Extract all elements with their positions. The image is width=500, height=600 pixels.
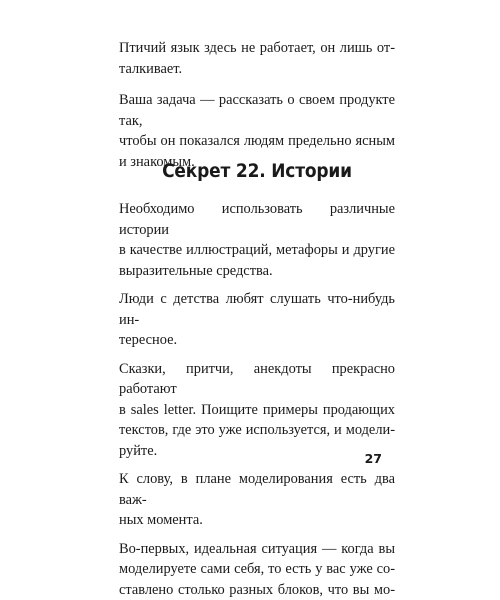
text-line: выразительные средства. [119, 261, 395, 282]
text-line: моделируете сами себя, то есть у вас уже со- [119, 559, 395, 580]
text-line: Во-первых, идеальная ситуация — когда вы [119, 539, 395, 560]
text-line: Сказки, притчи, анекдоты прекрасно работают [119, 359, 395, 400]
text-line: тересное. [119, 330, 395, 351]
text-line: Ваша задача — рассказать о своем продукте так, [119, 90, 395, 131]
paragraph [119, 469, 395, 531]
text-line: текстов, где это уже используется, и модели- [119, 420, 395, 441]
text-line: Птичий язык здесь не работает, он лишь от- [119, 38, 395, 59]
text-line: и знакомым. [119, 152, 395, 173]
page-number: 27 [365, 452, 382, 466]
text-line: Необходимо использовать различные истории [119, 199, 395, 240]
paragraph [119, 539, 395, 600]
paragraph [119, 359, 395, 462]
paragraph [119, 38, 395, 79]
text-line: в sales letter. Поищите примеры продающих [119, 400, 395, 421]
paragraph [119, 289, 395, 351]
section-title: Секрет 22. Истории [130, 160, 384, 184]
text-line: в качестве иллюстраций, метафоры и другие [119, 240, 395, 261]
text-line: руйте. [119, 441, 395, 462]
text-line: К слову, в плане моделирования есть два важ- [119, 469, 395, 510]
text-line: ставлено столько разных блоков, что вы мо- [119, 580, 395, 600]
text-line: Люди с детства любят слушать что-нибудь ин- [119, 289, 395, 330]
text-line: чтобы он показался людям предельно ясным [119, 131, 395, 152]
text-line: ных момента. [119, 510, 395, 531]
paragraph [119, 199, 395, 281]
body-text-top [119, 38, 395, 172]
text-line: талкивает. [119, 59, 395, 80]
body-text-main [119, 199, 395, 600]
